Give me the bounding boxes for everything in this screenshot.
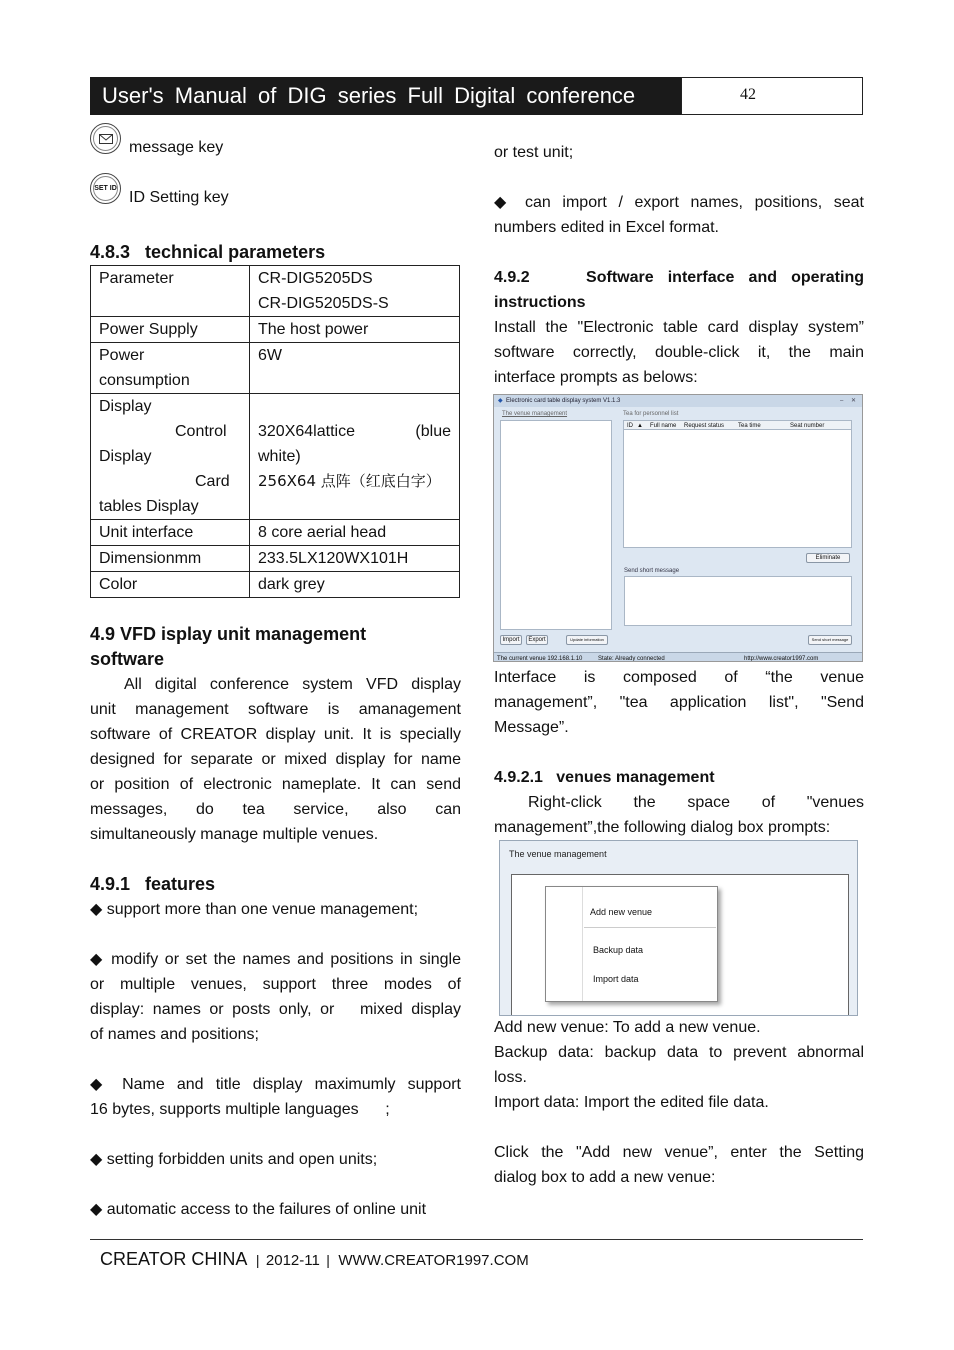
table-row — [91, 343, 460, 394]
table-cell: CR-DIG5205DS — [258, 270, 373, 287]
table-cell: Dimensionmm — [99, 550, 202, 567]
paragraph-line: Message”. — [494, 719, 569, 736]
table-cell: consumption — [99, 372, 190, 389]
close-icon[interactable]: ✕ — [851, 398, 857, 404]
tea-panel-label: Tea for personnel list — [623, 411, 679, 417]
footer-company: CREATOR CHINA — [100, 1249, 248, 1269]
paragraph-line: Click the "Add new venue”, enter the Setting — [494, 1144, 864, 1161]
send-message-label: Send short message — [624, 568, 680, 574]
table-cell: dark grey — [258, 576, 325, 593]
envelope-icon — [90, 123, 121, 154]
list-item: ◆ setting forbidden units and open units; — [90, 1151, 378, 1168]
table-row — [91, 394, 460, 520]
paragraph-line: Right-click the space of "venues — [528, 794, 864, 811]
tea-list-header — [624, 421, 851, 430]
paragraph-line: All digital conference system VFD display — [124, 676, 461, 693]
footer-website: WWW.CREATOR1997.COM — [338, 1252, 529, 1269]
set-id-icon: SET ID — [90, 173, 121, 204]
status-venue: The current venue 192.168.1.10 — [497, 656, 583, 662]
paragraph-line: messages, do tea service, also can — [90, 801, 461, 818]
table-cell: Control — [175, 423, 227, 440]
table-cell: tables Display — [99, 498, 199, 515]
table-row — [91, 572, 460, 598]
minimize-icon[interactable]: – — [840, 398, 844, 404]
list-item: 16 bytes, supports multiple languages ; — [90, 1101, 390, 1118]
update-information-button[interactable]: Update information — [566, 635, 608, 645]
tech-params-heading: 4.8.3 technical parameters — [90, 242, 326, 262]
menu-item-import-data[interactable]: Import data — [593, 974, 639, 984]
table-cell: Power — [99, 347, 145, 364]
paragraph-line: interface prompts as belows: — [494, 369, 698, 386]
venue-tree[interactable] — [500, 420, 612, 630]
footer-separator: | — [255, 1252, 260, 1268]
table-cell: Card — [195, 473, 230, 490]
table-cell: Color — [99, 576, 138, 593]
app-icon: ◆ — [498, 398, 503, 404]
page-number: 42 — [681, 77, 863, 115]
paragraph-line: simultaneously manage multiple venues. — [90, 826, 379, 843]
table-cell: Unit interface — [99, 524, 194, 541]
import-export-item — [494, 190, 864, 240]
table-cell: Display — [99, 398, 152, 415]
app-title: Electronic card table display system V1.1.3 — [506, 398, 621, 404]
software-heading-line: 4.9.2 Software interface and operating — [494, 269, 864, 286]
message-input[interactable] — [624, 576, 852, 626]
technical-parameters-table — [90, 265, 460, 598]
software-heading — [494, 265, 864, 315]
table-row — [91, 317, 460, 343]
software-heading-line: instructions — [494, 294, 586, 311]
paragraph-line: management”,the following dialog box prompts: — [494, 819, 831, 836]
composed-paragraph — [494, 665, 864, 740]
table-row — [91, 266, 460, 317]
venues-heading: 4.9.2.1 venues management — [494, 769, 715, 786]
features-heading: 4.9.1 features — [90, 874, 216, 894]
column-header[interactable]: ID — [627, 423, 633, 429]
table-cell: 233.5LX120WX101H — [258, 550, 409, 567]
install-paragraph — [494, 315, 864, 390]
features-list — [90, 897, 461, 1222]
list-item: ◆ can import / export names, positions, seat — [494, 194, 864, 211]
venue-panel-label: The venue management — [502, 411, 568, 417]
paragraph-line: software correctly, double-click it, the main — [494, 344, 864, 361]
table-cell: 8 core aerial head — [258, 524, 387, 541]
list-item: ◆ automatic access to the failures of online unit — [90, 1201, 427, 1218]
footer-separator: | — [326, 1252, 330, 1268]
paragraph-line: software of CREATOR display unit. It is specially — [90, 726, 461, 743]
message-key-label: message key — [129, 139, 224, 156]
sort-icon: ▲ — [637, 423, 643, 429]
vfd-paragraph — [90, 672, 461, 847]
footer-divider — [90, 1239, 863, 1240]
dialog-title: The venue management — [509, 849, 607, 859]
click-paragraph — [494, 1140, 864, 1190]
list-item: ◆ modify or set the names and positions in single — [90, 951, 461, 968]
list-item: numbers edited in Excel format. — [494, 219, 719, 236]
continued-text: or test unit; — [494, 144, 574, 161]
app-titlebar — [494, 395, 863, 407]
column-header[interactable]: Seat number — [790, 423, 825, 429]
list-item: ◆ support more than one venue management; — [90, 901, 419, 918]
column-header[interactable]: Request status — [684, 423, 725, 429]
column-header[interactable]: Tea time — [738, 423, 761, 429]
menu-item-backup-data[interactable]: Backup data — [593, 945, 644, 955]
id-setting-key-label: ID Setting key — [129, 189, 229, 206]
paragraph-line: unit management software is amanagement — [90, 701, 461, 718]
paragraph-line: or position of electronic nameplate. It can send — [90, 776, 461, 793]
menu-descriptions — [494, 1015, 864, 1115]
paragraph-line: management”, "tea application list", "Send — [494, 694, 864, 711]
list-item: ◆ Name and title display maximumly support — [90, 1076, 461, 1093]
vfd-heading-cont: software — [90, 649, 165, 669]
paragraph-line: dialog box to add a new venue: — [494, 1169, 716, 1186]
table-cell: Display — [99, 448, 152, 465]
status-url: http://www.creator1997.com — [744, 656, 819, 662]
table-row — [91, 520, 460, 546]
send-short-message-button[interactable]: Send short message — [808, 635, 852, 645]
list-item: display: names or posts only, or mixed display — [90, 1001, 461, 1018]
paragraph-line: Add new venue: To add a new venue. — [494, 1019, 761, 1036]
table-cell: white) — [258, 448, 301, 465]
footer — [100, 1248, 529, 1272]
header-title: User's Manual of DIG series Full Digital conference — [90, 77, 682, 115]
table-row — [91, 546, 460, 572]
vfd-heading: 4.9 VFD isplay unit management — [90, 624, 367, 644]
table-cell: 320X64lattice — [258, 423, 355, 440]
table-cell: (blue — [415, 423, 451, 440]
footer-date: 2012-11 — [265, 1252, 320, 1269]
menu-item-add-new-venue[interactable]: Add new venue — [590, 907, 653, 917]
export-button[interactable]: Export — [526, 635, 548, 645]
context-menu — [545, 886, 718, 1002]
list-item: or multiple venues, support three modes of — [90, 976, 461, 993]
paragraph-line: Install the "Electronic table card display system” — [494, 319, 864, 336]
table-cell: Power Supply — [99, 321, 198, 338]
tea-list[interactable] — [623, 420, 852, 548]
table-cell: 6W — [258, 347, 282, 364]
app-screenshot — [493, 394, 863, 662]
paragraph-line: loss. — [494, 1069, 527, 1086]
eliminate-button[interactable]: Eliminate — [806, 553, 850, 563]
list-item: of names and positions; — [90, 1026, 259, 1043]
rightclick-paragraph — [494, 790, 864, 840]
paragraph-line: Import data: Import the edited file data. — [494, 1094, 769, 1111]
paragraph-line: Interface is composed of “the venue — [494, 669, 864, 686]
venue-dialog-screenshot — [499, 840, 858, 1016]
paragraph-line: Backup data: backup data to prevent abnormal — [494, 1044, 864, 1061]
table-cell: Parameter — [99, 270, 174, 287]
app-statusbar — [494, 652, 863, 662]
table-cell: CR-DIG5205DS-S — [258, 295, 389, 312]
column-header[interactable]: Full name — [650, 423, 677, 429]
status-state: State: Already connected — [598, 656, 665, 662]
paragraph-line: designed for separate or mixed display for name — [90, 751, 461, 768]
table-cell: The host power — [258, 321, 369, 338]
table-cell: 256X64 点阵（红底白字） — [258, 472, 441, 490]
import-button[interactable]: Import — [500, 635, 522, 645]
